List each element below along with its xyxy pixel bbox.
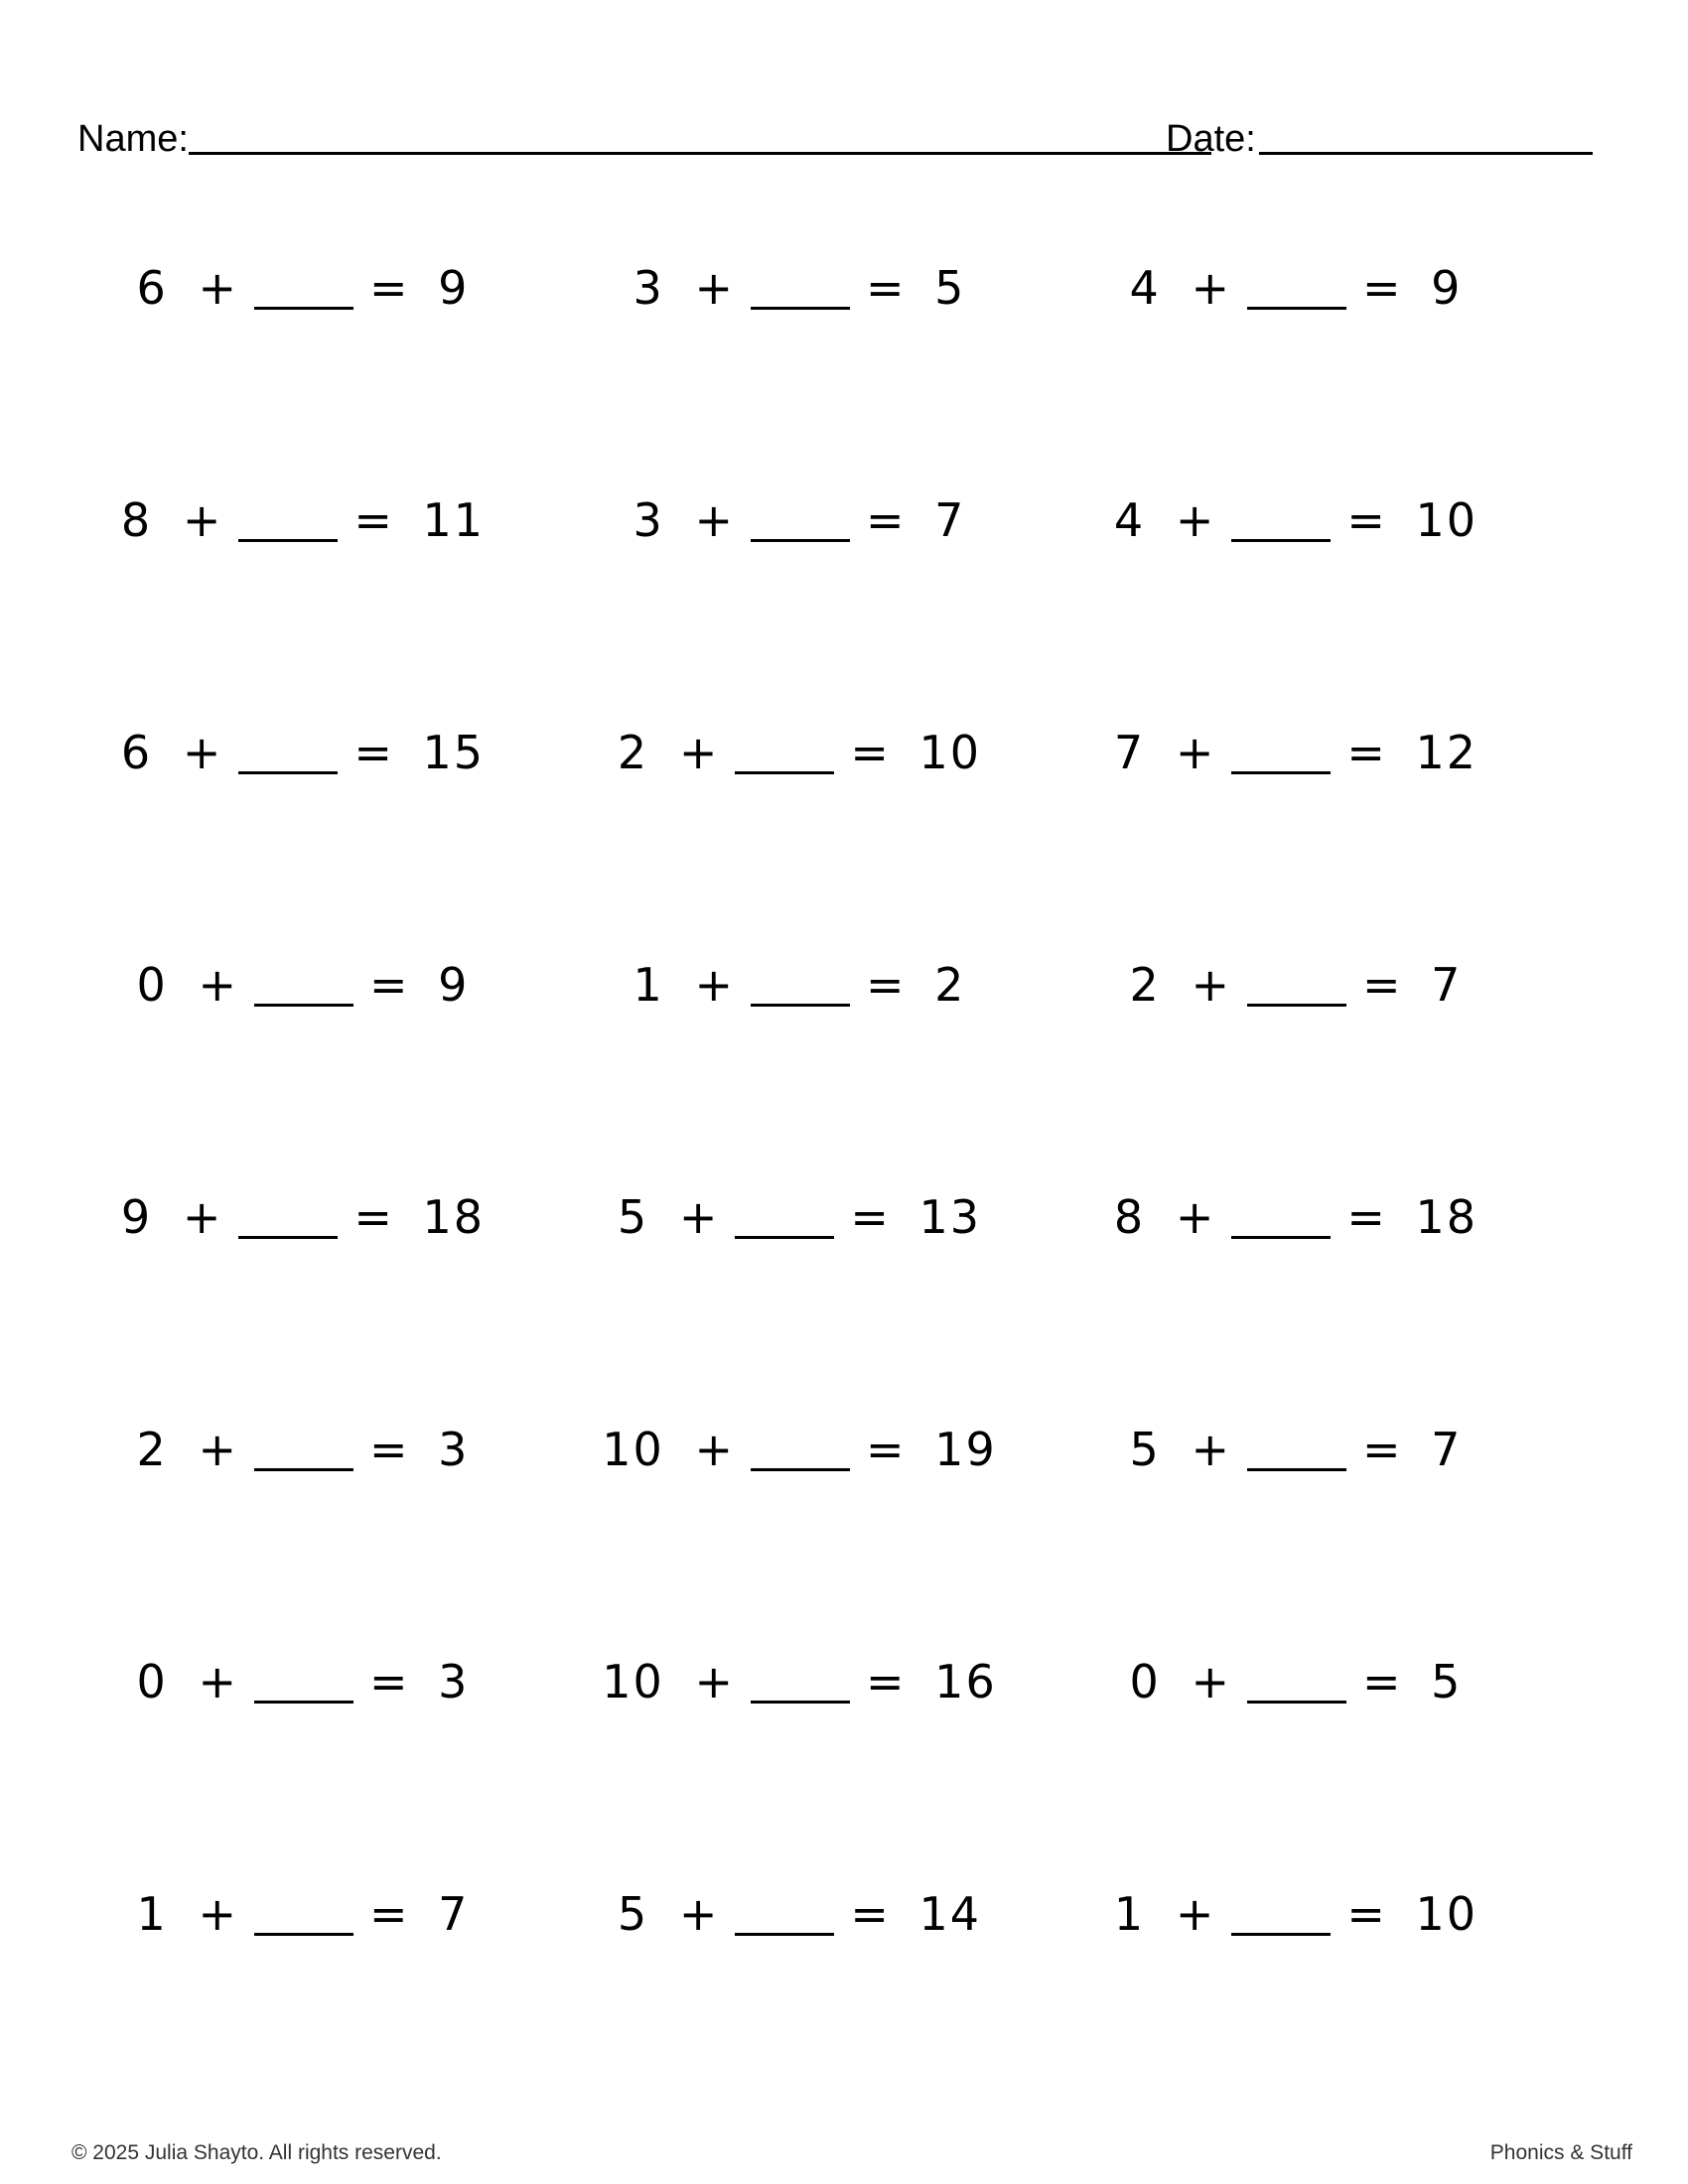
equals-sign: = [866,1423,907,1476]
problem-8-2 [521,1882,1077,1946]
addend: 1 [633,958,664,1012]
sum: 5 [934,261,966,315]
sum: 7 [438,1887,470,1941]
answer-blank[interactable] [1231,499,1331,542]
problem-2-2 [521,488,1077,552]
plus-sign: + [198,261,238,315]
sum: 14 [918,1887,982,1941]
plus-sign: + [182,1190,223,1244]
equals-sign: = [369,261,410,315]
answer-blank[interactable] [1247,1429,1346,1471]
plus-sign: + [198,958,238,1012]
equals-sign: = [369,1655,410,1708]
copyright-notice: © 2025 Julia Shayto. All rights reserved. [71,2141,442,2164]
addend: 1 [136,1887,168,1941]
problem-3-2 [521,721,1077,784]
plus-sign: + [198,1887,238,1941]
equals-sign: = [1346,1190,1387,1244]
answer-blank[interactable] [735,1893,834,1936]
addend: 0 [136,1655,168,1708]
sum: 16 [934,1655,997,1708]
answer-blank[interactable] [751,267,850,310]
equals-sign: = [1346,1887,1387,1941]
sum: 9 [438,958,470,1012]
equals-sign: = [866,1655,907,1708]
problem-7-1 [25,1650,581,1713]
addend: 5 [617,1887,649,1941]
answer-blank[interactable] [751,499,850,542]
plus-sign: + [1175,1887,1216,1941]
plus-sign: + [694,1655,735,1708]
plus-sign: + [198,1423,238,1476]
addend: 2 [136,1423,168,1476]
equals-sign: = [1346,726,1387,779]
problem-8-3 [1018,1882,1574,1946]
sum: 13 [918,1190,982,1244]
answer-blank[interactable] [735,732,834,774]
sum: 19 [934,1423,997,1476]
plus-sign: + [678,1190,720,1244]
addend: 7 [1113,726,1146,779]
sum: 10 [1415,1887,1478,1941]
plus-sign: + [678,1887,720,1941]
equals-sign: = [1362,261,1403,315]
answer-blank[interactable] [1247,1661,1346,1704]
plus-sign: + [678,726,720,779]
equals-sign: = [850,726,891,779]
sum: 3 [438,1655,470,1708]
addend: 5 [617,1190,649,1244]
answer-blank[interactable] [1231,732,1331,774]
plus-sign: + [694,1423,735,1476]
equals-sign: = [353,726,394,779]
addend: 2 [617,726,649,779]
addend: 0 [136,958,168,1012]
problem-3-3 [1018,721,1574,784]
answer-blank[interactable] [751,1661,850,1704]
equals-sign: = [866,958,907,1012]
problem-5-1 [25,1185,581,1249]
problem-6-2 [521,1418,1077,1481]
sum: 7 [1431,1423,1463,1476]
sum: 11 [422,493,486,547]
addend: 10 [602,1655,664,1708]
answer-blank[interactable] [751,1429,850,1471]
answer-blank[interactable] [238,1196,338,1239]
answer-blank[interactable] [735,1196,834,1239]
sum: 9 [1431,261,1463,315]
problem-7-2 [521,1650,1077,1713]
equals-sign: = [1362,1423,1403,1476]
equals-sign: = [353,1190,394,1244]
problem-4-1 [25,953,581,1017]
plus-sign: + [1191,1423,1231,1476]
answer-blank[interactable] [751,964,850,1007]
addend: 5 [1129,1423,1161,1476]
sum: 15 [422,726,486,779]
sum: 7 [1431,958,1463,1012]
problem-5-3 [1018,1185,1574,1249]
equals-sign: = [850,1190,891,1244]
plus-sign: + [182,493,223,547]
problem-6-3 [1018,1418,1574,1481]
addend: 8 [1113,1190,1146,1244]
answer-blank[interactable] [254,964,353,1007]
equals-sign: = [866,261,907,315]
addend: 6 [120,726,153,779]
addend: 0 [1129,1655,1161,1708]
plus-sign: + [1191,958,1231,1012]
addend: 9 [120,1190,153,1244]
addend: 2 [1129,958,1161,1012]
answer-blank[interactable] [254,1661,353,1704]
plus-sign: + [694,958,735,1012]
problem-4-2 [521,953,1077,1017]
equals-sign: = [850,1887,891,1941]
addend: 6 [136,261,168,315]
addend: 8 [120,493,153,547]
addend: 1 [1113,1887,1146,1941]
plus-sign: + [1175,1190,1216,1244]
plus-sign: + [694,261,735,315]
problem-7-3 [1018,1650,1574,1713]
problem-2-1 [25,488,581,552]
plus-sign: + [198,1655,238,1708]
sum: 5 [1431,1655,1463,1708]
sum: 7 [934,493,966,547]
equals-sign: = [866,493,907,547]
sum: 18 [422,1190,486,1244]
answer-blank[interactable] [254,1893,353,1936]
name-label: Name: [77,118,189,160]
brand-name: Phonics & Stuff [1489,2141,1632,2164]
sum: 18 [1415,1190,1478,1244]
sum: 2 [934,958,966,1012]
problem-1-1 [25,256,581,320]
plus-sign: + [1175,726,1216,779]
addend: 10 [602,1423,664,1476]
sum: 3 [438,1423,470,1476]
problem-8-1 [25,1882,581,1946]
answer-blank[interactable] [1231,1893,1331,1936]
addend: 3 [633,493,664,547]
answer-blank[interactable] [238,499,338,542]
problem-2-3 [1018,488,1574,552]
problem-3-1 [25,721,581,784]
problem-5-2 [521,1185,1077,1249]
answer-blank[interactable] [1231,1196,1331,1239]
addend: 4 [1129,261,1161,315]
addend: 3 [633,261,664,315]
plus-sign: + [1175,493,1216,547]
answer-blank[interactable] [1247,964,1346,1007]
equals-sign: = [369,1887,410,1941]
plus-sign: + [1191,261,1231,315]
plus-sign: + [694,493,735,547]
addend: 4 [1113,493,1146,547]
sum: 12 [1415,726,1478,779]
plus-sign: + [182,726,223,779]
equals-sign: = [369,1423,410,1476]
sum: 10 [918,726,982,779]
problem-1-3 [1018,256,1574,320]
answer-blank[interactable] [254,267,353,310]
equals-sign: = [1362,1655,1403,1708]
answer-blank[interactable] [254,1429,353,1471]
equals-sign: = [1346,493,1387,547]
sum: 10 [1415,493,1478,547]
problem-4-3 [1018,953,1574,1017]
plus-sign: + [1191,1655,1231,1708]
equals-sign: = [353,493,394,547]
sum: 9 [438,261,470,315]
equals-sign: = [1362,958,1403,1012]
problem-6-1 [25,1418,581,1481]
date-label: Date: [1166,118,1256,160]
equals-sign: = [369,958,410,1012]
answer-blank[interactable] [1247,267,1346,310]
problem-1-2 [521,256,1077,320]
answer-blank[interactable] [238,732,338,774]
